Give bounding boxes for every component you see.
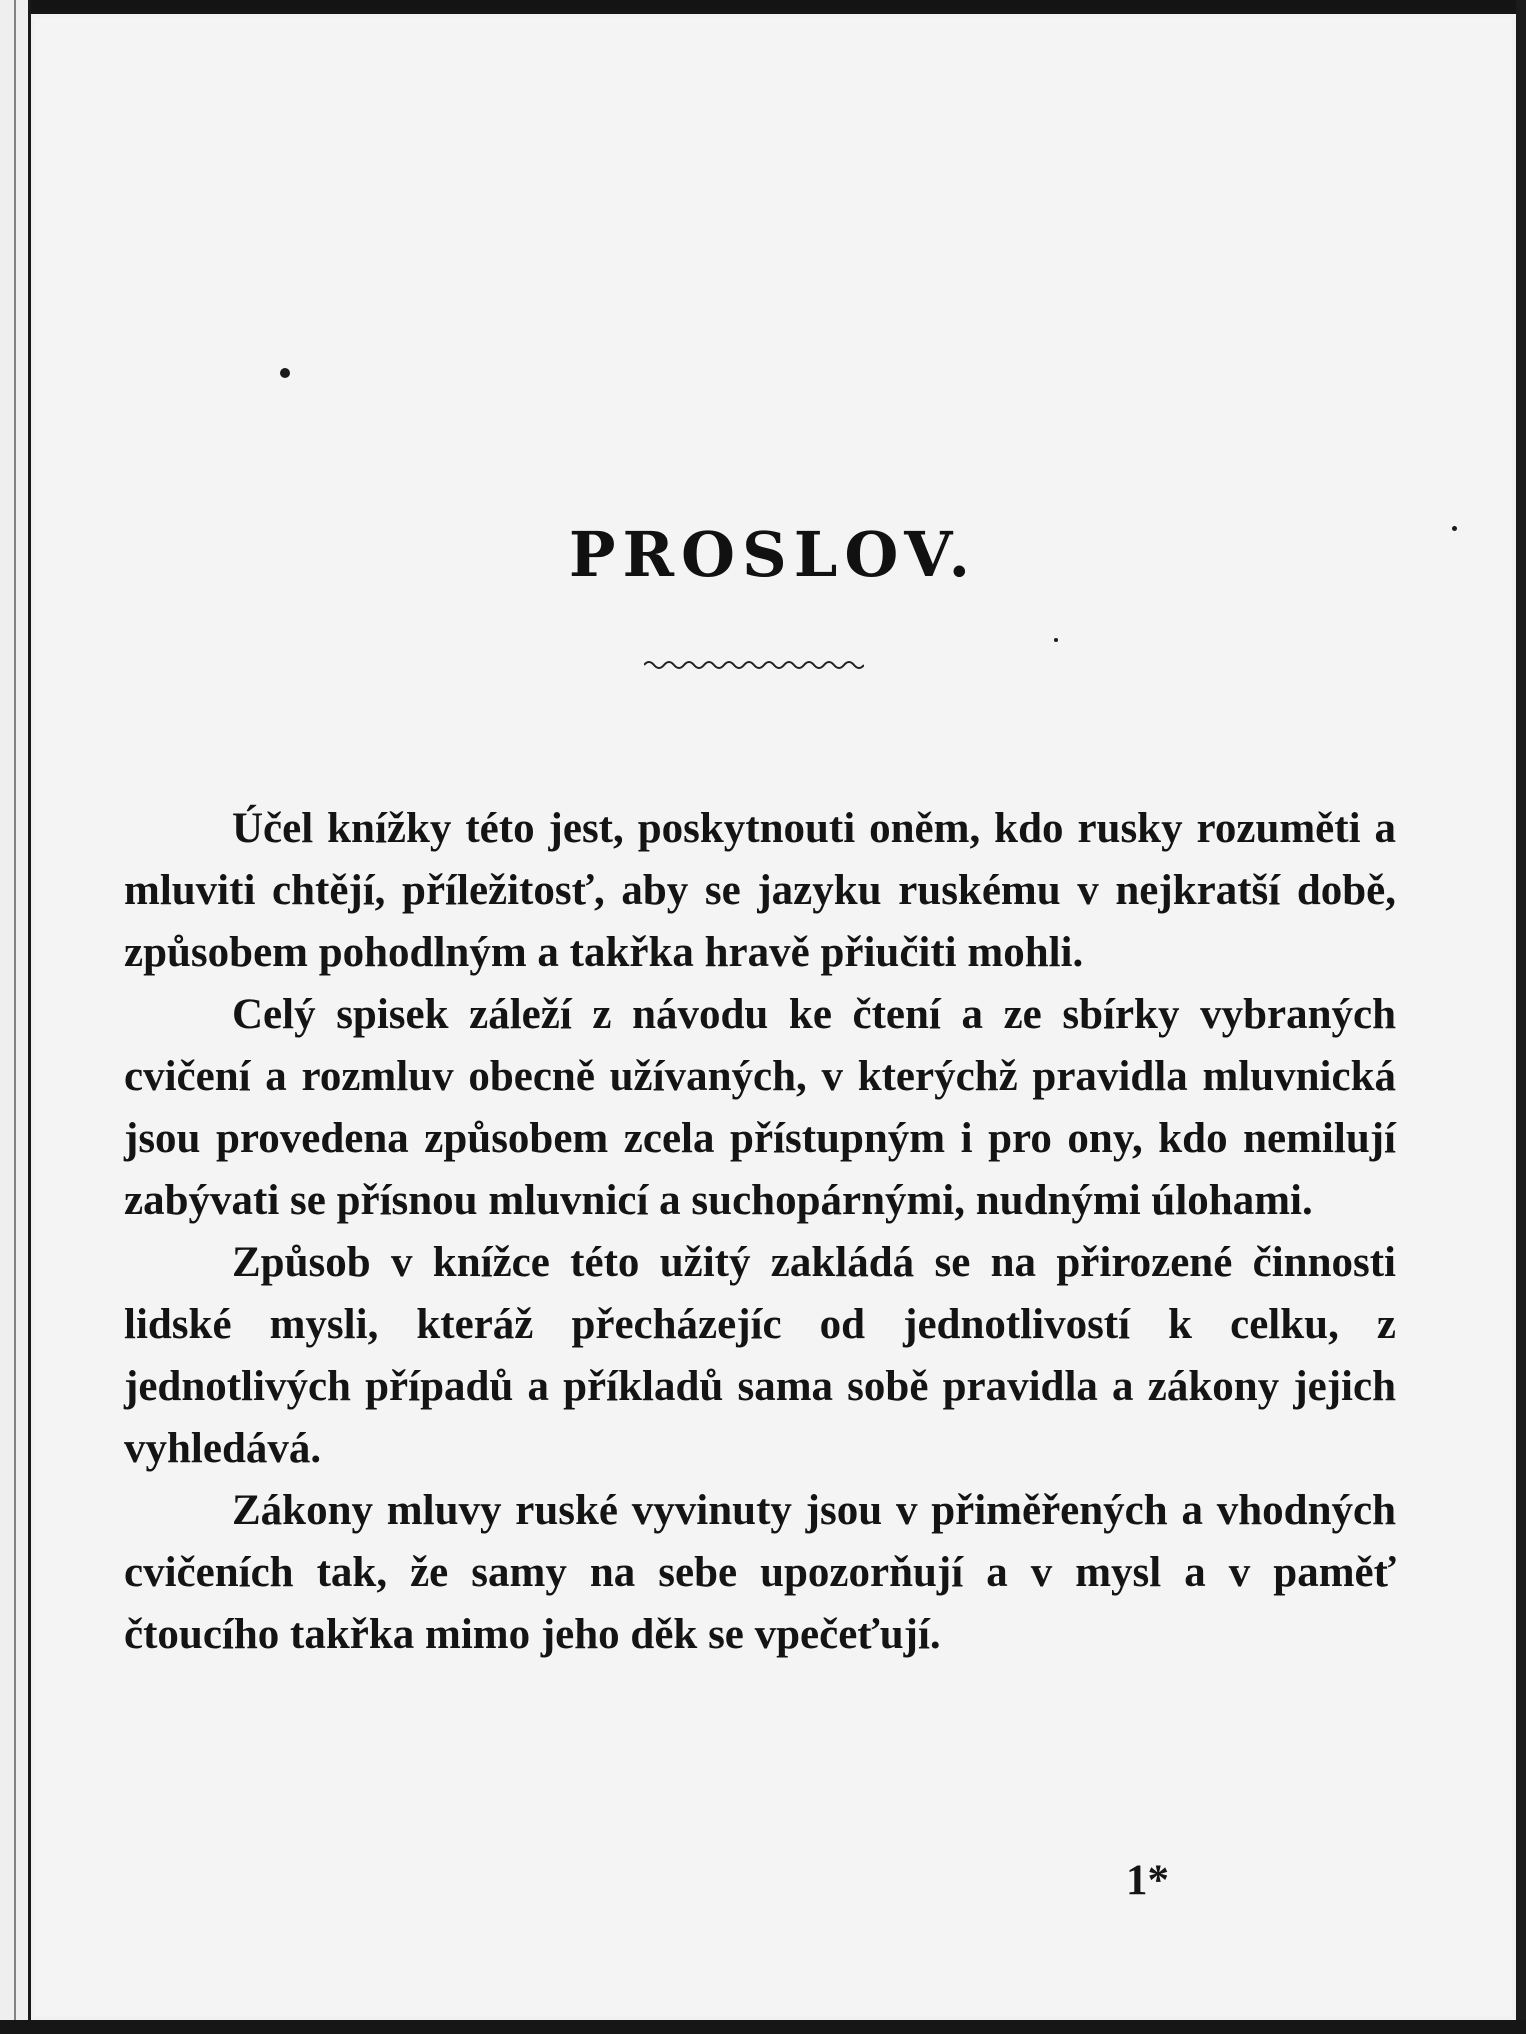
- body-text: [124, 798, 1396, 1666]
- book-spine-edge: [0, 0, 31, 2034]
- print-speck: [280, 368, 290, 378]
- scan-bottom-edge: [0, 2020, 1526, 2034]
- paragraph: Účel knížky této jest, poskytnouti oněm, kdo rusky rozuměti a mluviti chtějí, příležitosť, aby se jazyku ruskému v nejkratší době, způsobem pohodlným a takřka hravě přiučiti mohli.: [124, 805, 1396, 976]
- gutter-line: [14, 0, 16, 2034]
- print-speck: [1054, 638, 1058, 642]
- scan-right-edge: [1516, 0, 1526, 2034]
- page-title: PROSLOV.: [568, 518, 978, 591]
- paragraph: Celý spisek záleží z návodu ke čtení a ze sbírky vybraných cvičení a rozmluv obecně užívaných, v kterýchž pravidla mluvnická jsou provedena způsobem zcela přístupným i pro ony, kdo nemilují zabývati se přísnou mluvnicí a suchopárnými, nudnými úlohami.: [124, 991, 1396, 1224]
- paragraph: Zákony mluvy ruské vyvinuty jsou v přiměřených a vhodných cvičeních tak, že samy na sebe upozorňují a v mysl a v paměť čtoucího takřka mimo jeho děk se vpečeťují.: [124, 1487, 1396, 1658]
- wavy-divider: [644, 658, 864, 672]
- signature-mark: 1*: [1126, 1857, 1169, 1904]
- paragraph: Způsob v knížce této užitý zakládá se na přirozené činnosti lidské mysli, kteráž přecházejíc od jednotlivostí k celku, z jednotlivých případů a příkladů sama sobě pravidla a zákony jejich vyhledává.: [124, 1239, 1396, 1472]
- book-page: [34, 18, 1512, 2016]
- scan-top-edge: [0, 0, 1526, 14]
